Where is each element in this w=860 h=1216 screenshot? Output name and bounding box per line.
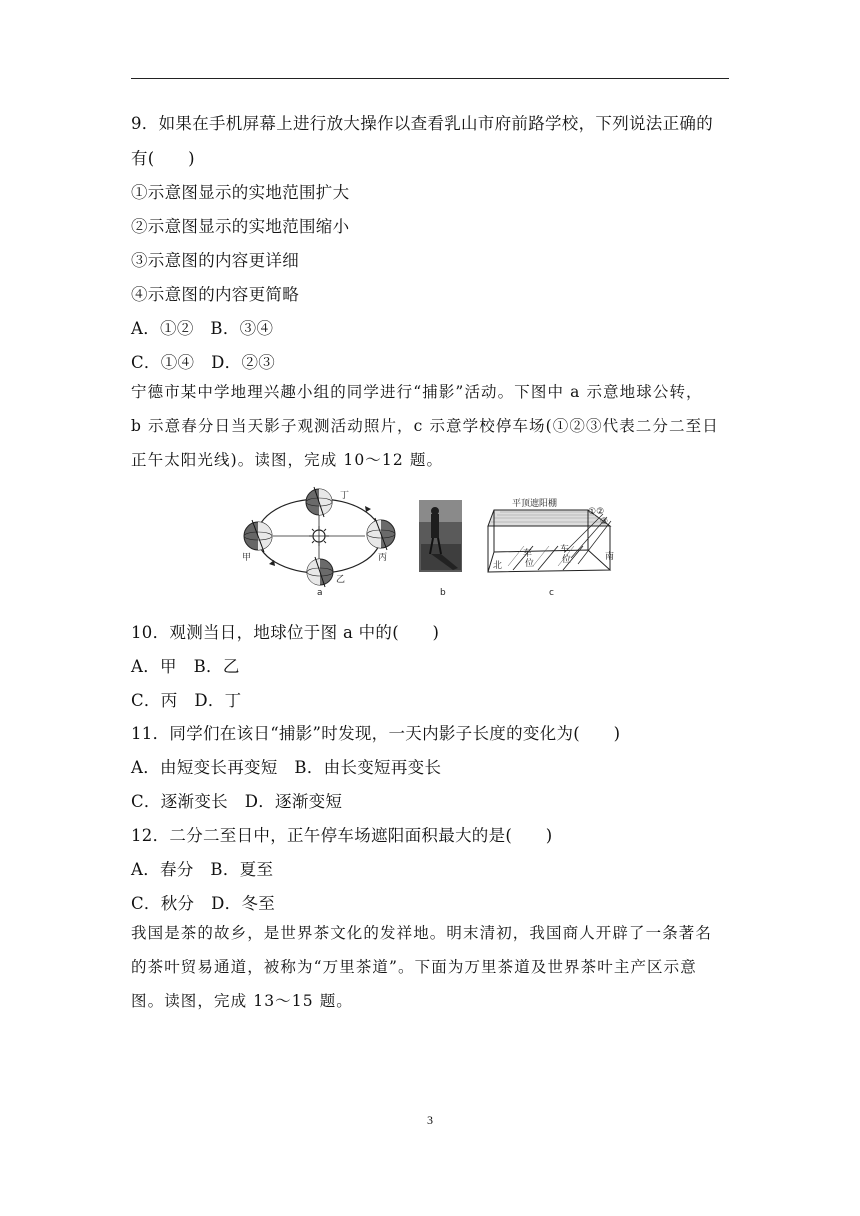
- label-south: 南: [605, 552, 615, 562]
- q12-choices-cd: C．秋分 D．冬至: [131, 894, 276, 913]
- intro2-line3: 图。读图，完成 13～15 题。: [131, 992, 353, 1010]
- intro1-line3: 正午太阳光线)。读图，完成 10～12 题。: [131, 451, 444, 469]
- label-yi: 乙: [336, 575, 346, 585]
- figure-earth-orbit-shadow-parking: [238, 484, 622, 598]
- intro1-line2: b 示意春分日当天影子观测活动照片，c 示意学校停车场(①②③代表二分二至日: [131, 417, 719, 435]
- label-rays-12: ①②: [588, 507, 605, 517]
- q9-option-3: ③示意图的内容更详细: [131, 251, 299, 270]
- label-a: a: [317, 588, 323, 598]
- q9-choices-ab: A．①② B．③④: [131, 319, 274, 338]
- label-car-1: 车: [523, 549, 533, 559]
- earth-ding-icon: [306, 487, 332, 517]
- q9-stem-line1: 9．如果在手机屏幕上进行放大操作以查看乳山市府前路学校，下列说法正确的: [131, 114, 713, 133]
- intro-paragraph-2: [131, 916, 731, 1018]
- label-car-2: 车: [560, 545, 570, 555]
- earth-jia-icon: [244, 520, 272, 552]
- page-number: 3: [427, 1113, 433, 1127]
- intro2-line2: 的茶叶贸易通道，被称为“万里茶道”。下面为万里茶道及世界茶叶主产区示意: [131, 958, 697, 976]
- label-north: 北: [493, 561, 503, 571]
- header-rule: [131, 78, 729, 79]
- q9-stem-line2: 有( ): [131, 149, 195, 168]
- intro2-line1: 我国是茶的故乡，是世界茶文化的发祥地。明末清初，我国商人开辟了一条著名: [131, 924, 713, 942]
- figure-a-orbit: [242, 487, 395, 598]
- q12-stem: 12．二分二至日中，正午停车场遮阳面积最大的是( ): [131, 826, 553, 845]
- intro1-line1: 宁德市某中学地理兴趣小组的同学进行“捕影”活动。下图中 a 示意地球公转，: [131, 383, 703, 401]
- figure-b-photo: [419, 500, 462, 598]
- q11-choices-cd: C．逐渐变长 D．逐渐变短: [131, 792, 343, 811]
- q9-choices-cd: C．①④ D．②③: [131, 353, 276, 372]
- label-bing: 丙: [378, 553, 388, 563]
- label-slot-1: 位: [525, 559, 535, 569]
- label-ding: 丁: [340, 491, 350, 501]
- figure-c-parking: [488, 497, 614, 598]
- q10-choices-cd: C．丙 D．丁: [131, 691, 242, 710]
- q9-option-1: ①示意图显示的实地范围扩大: [131, 183, 350, 202]
- q11-choices-ab: A．由短变长再变短 B．由长变短再变长: [131, 758, 442, 777]
- q10-stem: 10．观测当日，地球位于图 a 中的( ): [131, 623, 440, 642]
- q11-stem: 11．同学们在该日“捕影”时发现，一天内影子长度的变化为( ): [131, 724, 621, 743]
- q9-option-2: ②示意图显示的实地范围缩小: [131, 217, 350, 236]
- label-b: b: [440, 588, 446, 598]
- earth-bing-icon: [367, 518, 395, 550]
- figure-svg: [238, 484, 622, 598]
- q10-choices-ab: A．甲 B．乙: [131, 657, 240, 676]
- intro-paragraph-1: [131, 375, 731, 477]
- label-canopy-title: 平顶遮阳棚: [512, 499, 558, 509]
- label-ray-3: ③: [600, 517, 609, 527]
- label-jia: 甲: [242, 553, 252, 563]
- q12-choices-ab: A．春分 B．夏至: [131, 860, 274, 879]
- q9-option-4: ④示意图的内容更简略: [131, 285, 299, 304]
- label-slot-2: 位: [562, 555, 572, 565]
- earth-yi-icon: [307, 557, 333, 587]
- label-c: c: [549, 588, 554, 598]
